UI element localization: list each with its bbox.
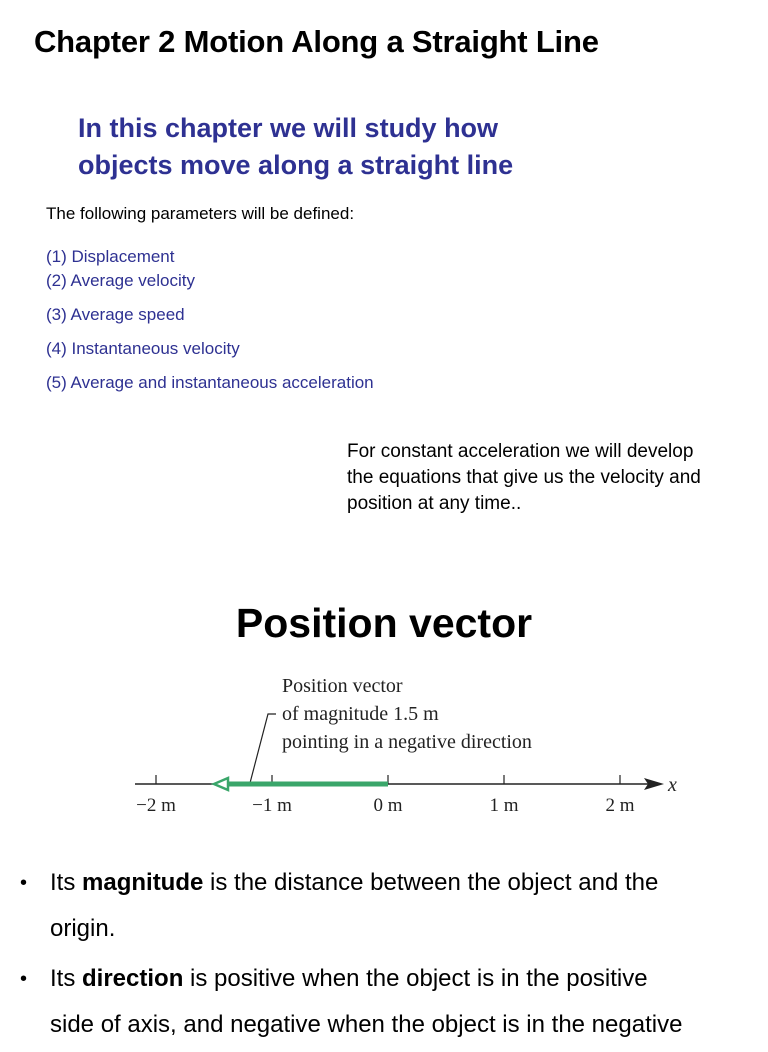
bullet-list (20, 860, 760, 1052)
parameter-acceleration: (5) Average and instantaneous acceleration (46, 373, 374, 392)
bold-term-direction: direction (82, 965, 184, 992)
x-axis-label: x (668, 774, 677, 796)
bullet-direction (20, 956, 760, 1048)
parameter-average-speed: (3) Average speed (46, 305, 185, 324)
bullet-dot: • (20, 872, 28, 894)
figure-caption-line-1: Position vector (282, 675, 403, 697)
parameter-instantaneous-velocity: (4) Instantaneous velocity (46, 339, 240, 358)
bullet-line: Its direction is positive when the object is in the positive (50, 965, 648, 992)
axis-tick-label: 2 m (605, 795, 635, 816)
figure-caption-line-3: pointing in a negative direction (282, 731, 532, 753)
intro-line-2: objects move along a straight line (78, 150, 514, 180)
section-heading: Position vector (235, 600, 533, 646)
caption-leader-line (250, 714, 276, 783)
chapter-intro (78, 110, 513, 184)
position-vector-figure (120, 668, 690, 828)
intro-line-1: In this chapter we will study how (78, 113, 499, 143)
bold-term-magnitude: magnitude (82, 869, 204, 896)
parameter-average-velocity: (2) Average velocity (46, 271, 195, 290)
figure-caption-line-2: of magnitude 1.5 m (282, 703, 439, 725)
axis-tick-label: −2 m (136, 795, 176, 816)
axis-tick-label: −1 m (252, 795, 292, 816)
bullet-line: Its magnitude is the distance between the object and the (50, 869, 659, 896)
axis-tick-label: 1 m (489, 795, 519, 816)
axis-tick-label: 0 m (373, 795, 403, 816)
bullet-line-continuation: origin. (50, 915, 116, 942)
chapter-title: Chapter 2 Motion Along a Straight Line (34, 24, 599, 59)
constant-acceleration-note: For constant acceleration we will develop the equations that give us the velocity and position at any time.. (347, 441, 701, 514)
parameter-displacement: (1) Displacement (46, 247, 175, 266)
bullet-line-continuation: side of axis, and negative when the object is in the negative (50, 1011, 683, 1038)
parameters-intro: The following parameters will be defined: (46, 204, 355, 223)
bullet-dot: • (20, 968, 28, 990)
position-vector-arrowhead (214, 778, 228, 790)
bullet-magnitude (20, 860, 760, 952)
